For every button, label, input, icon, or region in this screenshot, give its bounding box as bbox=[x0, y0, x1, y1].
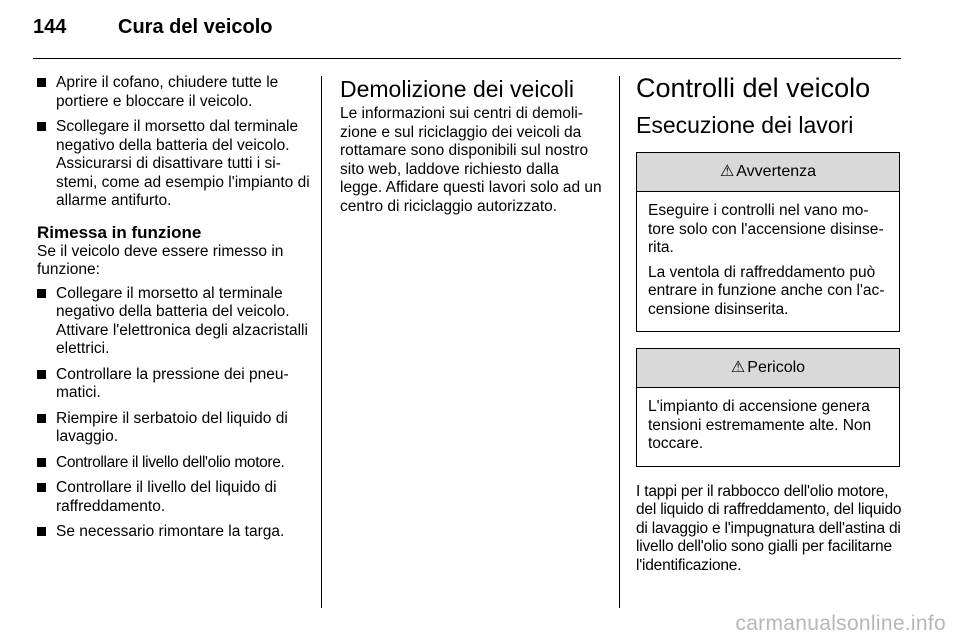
bullet-square-icon bbox=[37, 289, 46, 298]
bullet-square-icon bbox=[37, 483, 46, 492]
warning-triangle-icon: ⚠ bbox=[719, 163, 735, 180]
column-2 bbox=[340, 76, 602, 223]
list-item-text: Scollegare il morsetto dal terminale negativo della batteria del veicolo. Assicurarsi di disattivare tutti i sistemi, come ad esempio l'impianto di allarme antifurto. bbox=[56, 118, 310, 209]
danger-box bbox=[636, 348, 900, 467]
list-item-text: Aprire il cofano, chiudere tutte le portiere e bloccare il veicolo. bbox=[56, 74, 279, 110]
bullet-square-icon bbox=[37, 527, 46, 536]
warning-paragraph: Eseguire i controlli nel vano motore solo con l'accensione disinserita. bbox=[648, 202, 884, 256]
bullet-square-icon bbox=[37, 414, 46, 423]
column-3 bbox=[636, 72, 904, 582]
warning-box-body bbox=[637, 192, 899, 331]
column-1 bbox=[37, 74, 312, 549]
header-rule bbox=[33, 58, 901, 59]
list-item-text: Se necessario rimontare la targa. bbox=[56, 523, 285, 540]
list-item bbox=[37, 479, 312, 516]
warning-box-title: Avvertenza bbox=[736, 163, 817, 180]
bullet-list-bottom bbox=[37, 285, 312, 542]
column-divider-right bbox=[619, 76, 620, 608]
bullet-square-icon bbox=[37, 370, 46, 379]
list-item bbox=[37, 454, 312, 473]
warning-paragraph: La ventola di raffreddamento può entrare in funzione anche con l'accensione disinserita. bbox=[648, 263, 885, 318]
bullet-list-top bbox=[37, 74, 312, 211]
demolizione-body: Le informazioni sui centri di demolizione e sul riciclaggio dei veicoli da rottamare sono disponibili sul nostro sito web, laddove richiesto dalla legge. Affidare questi lavori solo ad un centro di riciclaggio autorizzato. bbox=[340, 105, 602, 215]
list-item bbox=[37, 410, 312, 447]
page-number: 144 bbox=[33, 16, 67, 38]
list-item-text: Riempire il serbatoio del liquido di lavaggio. bbox=[56, 409, 288, 445]
intro-text: Se il veicolo deve essere rimesso in funzione: bbox=[37, 242, 284, 278]
watermark: carmanualsonline.info bbox=[735, 612, 946, 635]
section-title-demolizione: Demolizione dei veicoli bbox=[340, 76, 574, 102]
list-item bbox=[37, 285, 312, 359]
list-item-text: Controllare il livello dell'olio motore. bbox=[56, 453, 285, 471]
warning-box-header bbox=[637, 153, 899, 192]
danger-box-header bbox=[637, 349, 899, 388]
danger-box-body bbox=[637, 388, 899, 466]
bullet-square-icon bbox=[37, 458, 46, 467]
danger-paragraph: L'impianto di accensione genera tensioni estremamente alte. Non toccare. bbox=[648, 398, 872, 452]
list-item-text: Controllare la pressione dei pneumatici. bbox=[56, 365, 289, 401]
section-title-controlli: Controlli del veicolo bbox=[636, 73, 871, 103]
list-item bbox=[37, 74, 312, 111]
page-header-title: Cura del veicolo bbox=[118, 16, 273, 38]
bullet-square-icon bbox=[37, 122, 46, 131]
warning-box bbox=[636, 152, 900, 332]
subsection-title-esecuzione: Esecuzione dei lavori bbox=[636, 112, 854, 138]
list-item bbox=[37, 523, 312, 542]
warning-triangle-icon: ⚠ bbox=[730, 359, 746, 376]
danger-box-title: Pericolo bbox=[747, 359, 806, 376]
bullet-square-icon bbox=[37, 78, 46, 87]
subheading-rimessa: Rimessa in funzione bbox=[37, 222, 202, 242]
list-item-text: Controllare il livello del liquido di raffreddamento. bbox=[56, 479, 277, 515]
list-item-text: Collegare il morsetto al terminale negativo della batteria del veicolo. Attivare l'elettronica degli alzacristalli elettrici. bbox=[56, 284, 308, 357]
list-item bbox=[37, 366, 312, 403]
list-item bbox=[37, 118, 312, 211]
controlli-body: I tappi per il rabbocco dell'olio motore, del liquido di raffreddamento, del liquido di lavaggio e l'impugnatura dell'astina di livello dell'olio sono gialli per facilitarne l'identificazione. bbox=[636, 482, 902, 574]
column-divider-left bbox=[321, 76, 322, 608]
